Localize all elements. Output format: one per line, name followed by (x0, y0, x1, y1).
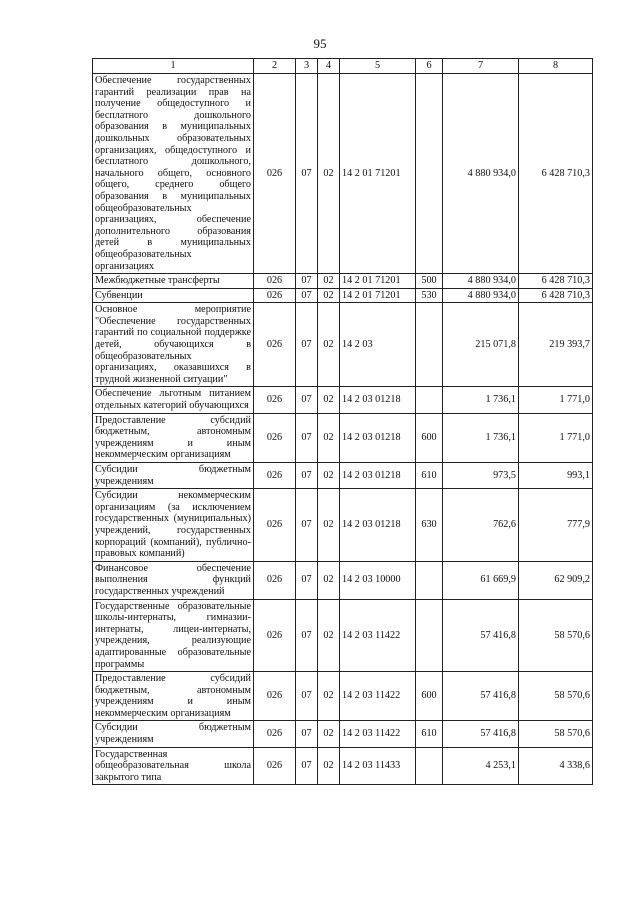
section-code: 07 (296, 274, 318, 289)
section-code: 07 (296, 288, 318, 303)
target-article-code: 14 2 03 (340, 303, 416, 387)
column-header: 8 (519, 59, 593, 74)
table-row (93, 721, 593, 747)
column-header: 6 (416, 59, 443, 74)
ministry-code: 026 (254, 288, 296, 303)
item-name: Субсидии бюджетным учреждениям (93, 463, 254, 489)
subsection-code: 02 (318, 303, 340, 387)
column-header: 4 (318, 59, 340, 74)
amount-year-2: 58 570,6 (519, 672, 593, 721)
ministry-code: 026 (254, 561, 296, 599)
amount-year-1: 973,5 (443, 463, 519, 489)
item-name: Межбюджетные трансферты (93, 274, 254, 289)
amount-year-1: 215 071,8 (443, 303, 519, 387)
subsection-code: 02 (318, 288, 340, 303)
table-row (93, 413, 593, 462)
target-article-code: 14 2 03 11422 (340, 672, 416, 721)
amount-year-1: 4 880 934,0 (443, 274, 519, 289)
column-header: 7 (443, 59, 519, 74)
column-header: 3 (296, 59, 318, 74)
item-name: Субсидии бюджетным учреждениям (93, 721, 254, 747)
target-article-code: 14 2 01 71201 (340, 74, 416, 274)
amount-year-1: 61 669,9 (443, 561, 519, 599)
amount-year-2: 993,1 (519, 463, 593, 489)
table-row (93, 74, 593, 274)
budget-table (92, 58, 593, 785)
table-row (93, 274, 593, 289)
target-article-code: 14 2 03 11422 (340, 721, 416, 747)
section-code: 07 (296, 489, 318, 562)
table-row (93, 387, 593, 413)
ministry-code: 026 (254, 747, 296, 785)
item-name: Обеспечение государственных гарантий реализации прав на получение общедоступного и бесплатного дошкольного образования в муниципальных дошкольных образовательных организациях, общедоступного и бесплатного дошкольного, начального общего, основного общего, среднего общего образования в муниципальных общеобразовательных организациях, обеспечение дополнительного образования детей в муниципальных общеобразовательных организациях (93, 74, 254, 274)
item-name: Государственная общеобразовательная школа закрытого типа (93, 747, 254, 785)
target-article-code: 14 2 03 01218 (340, 413, 416, 462)
table-body (93, 74, 593, 785)
amount-year-2: 4 338,6 (519, 747, 593, 785)
target-article-code: 14 2 03 11422 (340, 599, 416, 672)
target-article-code: 14 2 01 71201 (340, 274, 416, 289)
ministry-code: 026 (254, 721, 296, 747)
amount-year-2: 777,9 (519, 489, 593, 562)
subsection-code: 02 (318, 599, 340, 672)
expense-type-code: 600 (416, 413, 443, 462)
ministry-code: 026 (254, 74, 296, 274)
amount-year-1: 4 253,1 (443, 747, 519, 785)
section-code: 07 (296, 74, 318, 274)
section-code: 07 (296, 672, 318, 721)
ministry-code: 026 (254, 413, 296, 462)
section-code: 07 (296, 561, 318, 599)
ministry-code: 026 (254, 489, 296, 562)
subsection-code: 02 (318, 413, 340, 462)
amount-year-2: 58 570,6 (519, 721, 593, 747)
target-article-code: 14 2 03 11433 (340, 747, 416, 785)
subsection-code: 02 (318, 561, 340, 599)
subsection-code: 02 (318, 74, 340, 274)
section-code: 07 (296, 721, 318, 747)
amount-year-1: 57 416,8 (443, 672, 519, 721)
expense-type-code: 610 (416, 463, 443, 489)
item-name: Субсидии некоммерческим организациям (за исключением государственных (муниципальных) учреждений, государственных корпораций (компаний), публично-правовых компаний) (93, 489, 254, 562)
table-row (93, 288, 593, 303)
section-code: 07 (296, 747, 318, 785)
table-row (93, 561, 593, 599)
section-code: 07 (296, 413, 318, 462)
subsection-code: 02 (318, 387, 340, 413)
header-row (93, 59, 593, 74)
subsection-code: 02 (318, 721, 340, 747)
item-name: Финансовое обеспечение выполнения функций государственных учреждений (93, 561, 254, 599)
amount-year-1: 1 736,1 (443, 413, 519, 462)
table-row (93, 463, 593, 489)
target-article-code: 14 2 03 01218 (340, 387, 416, 413)
amount-year-2: 219 393,7 (519, 303, 593, 387)
table-row (93, 747, 593, 785)
section-code: 07 (296, 599, 318, 672)
amount-year-2: 6 428 710,3 (519, 274, 593, 289)
target-article-code: 14 2 03 01218 (340, 463, 416, 489)
expense-type-code: 610 (416, 721, 443, 747)
page-number: 95 (313, 36, 327, 51)
table-row (93, 489, 593, 562)
section-code: 07 (296, 303, 318, 387)
item-name: Предоставление субсидий бюджетным, автономным учреждениям и иным некоммерческим организациям (93, 413, 254, 462)
expense-type-code: 530 (416, 288, 443, 303)
expense-type-code (416, 561, 443, 599)
item-name: Субвенции (93, 288, 254, 303)
expense-type-code (416, 303, 443, 387)
expense-type-code (416, 599, 443, 672)
subsection-code: 02 (318, 274, 340, 289)
subsection-code: 02 (318, 463, 340, 489)
amount-year-2: 1 771,0 (519, 413, 593, 462)
ministry-code: 026 (254, 599, 296, 672)
item-name: Основное мероприятие "Обеспечение государственных гарантий по социальной поддержке детей, обучающихся в общеобразовательных организациях, оказавшихся в трудной жизненной ситуации" (93, 303, 254, 387)
ministry-code: 026 (254, 463, 296, 489)
section-code: 07 (296, 463, 318, 489)
target-article-code: 14 2 01 71201 (340, 288, 416, 303)
table-row (93, 672, 593, 721)
amount-year-1: 4 880 934,0 (443, 74, 519, 274)
table-row (93, 599, 593, 672)
column-header: 5 (340, 59, 416, 74)
amount-year-2: 1 771,0 (519, 387, 593, 413)
amount-year-1: 4 880 934,0 (443, 288, 519, 303)
item-name: Предоставление субсидий бюджетным, автономным учреждениям и иным некоммерческим организациям (93, 672, 254, 721)
section-code: 07 (296, 387, 318, 413)
ministry-code: 026 (254, 274, 296, 289)
expense-type-code (416, 747, 443, 785)
subsection-code: 02 (318, 489, 340, 562)
expense-type-code: 600 (416, 672, 443, 721)
amount-year-2: 58 570,6 (519, 599, 593, 672)
expense-type-code (416, 74, 443, 274)
target-article-code: 14 2 03 01218 (340, 489, 416, 562)
amount-year-2: 62 909,2 (519, 561, 593, 599)
target-article-code: 14 2 03 10000 (340, 561, 416, 599)
item-name: Государственные образовательные школы-интернаты, гимназии-интернаты, лицеи-интернаты, учреждения, реализующие адаптированные образовательные программы (93, 599, 254, 672)
table-row (93, 303, 593, 387)
ministry-code: 026 (254, 303, 296, 387)
expense-type-code: 630 (416, 489, 443, 562)
column-header: 1 (93, 59, 254, 74)
amount-year-2: 6 428 710,3 (519, 288, 593, 303)
amount-year-1: 57 416,8 (443, 599, 519, 672)
amount-year-2: 6 428 710,3 (519, 74, 593, 274)
column-header: 2 (254, 59, 296, 74)
amount-year-1: 762,6 (443, 489, 519, 562)
amount-year-1: 1 736,1 (443, 387, 519, 413)
item-name: Обеспечение льготным питанием отдельных категорий обучающихся (93, 387, 254, 413)
ministry-code: 026 (254, 387, 296, 413)
subsection-code: 02 (318, 672, 340, 721)
expense-type-code (416, 387, 443, 413)
subsection-code: 02 (318, 747, 340, 785)
expense-type-code: 500 (416, 274, 443, 289)
amount-year-1: 57 416,8 (443, 721, 519, 747)
ministry-code: 026 (254, 672, 296, 721)
